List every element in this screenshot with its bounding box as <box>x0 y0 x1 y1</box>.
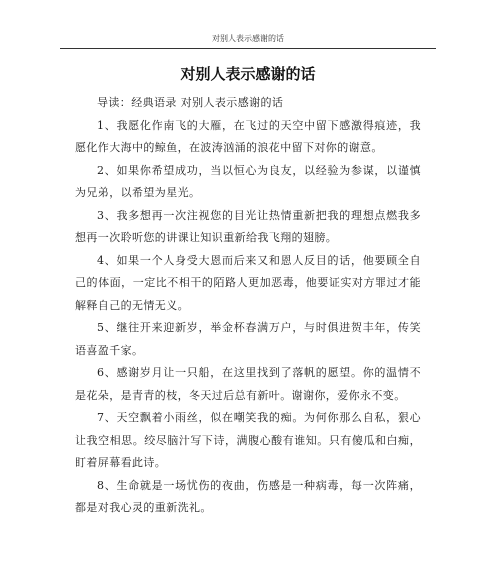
document-title: 对别人表示感谢的话 <box>180 65 316 83</box>
paragraph-1: 1、我愿化作南飞的大雁，在飞过的天空中留下感激得痕迹，我愿化作大海中的鲸鱼，在波涛汹涌的浪花中留下对你的谢意。 <box>75 118 421 154</box>
paragraph-6: 6、感谢岁月让一只船，在这里找到了落帆的愿望。你的温情不是花朵，是青青的枝，冬天过后总有新叶。谢谢你，爱你永不变。 <box>75 366 421 402</box>
paragraph-3: 3、我多想再一次注视您的目光让热情重新把我的理想点燃我多想再一次聆听您的讲课让知识重新给我飞翔的翅膀。 <box>75 208 421 244</box>
running-header: 对别人表示感谢的话 <box>212 34 284 43</box>
document-body <box>75 92 421 520</box>
paragraph-7: 7、天空飘着小雨丝，似在嘲笑我的痴。为何你那么自私，狠心让我空相思。绞尽脑汁写下诗，满腹心酸有谁知。只有傻瓜和白痴，盯着屏幕看此诗。 <box>75 411 421 469</box>
paragraph-2: 2、如果你希望成功，当以恒心为良友，以经验为参谋，以谨慎为兄弟，以希望为星光。 <box>75 163 421 199</box>
paragraph-4: 4、如果一个人身受大恩而后来又和恩人反目的话，他要顾全自己的体面，一定比不相干的陌路人更加恶毒，他要证实对方罪过才能解释自己的无情无义。 <box>75 253 421 312</box>
paragraph-5: 5、继往开来迎新岁，举金杯春满万户，与时俱进贺丰年，传笑语喜盈千家。 <box>75 321 421 357</box>
paragraph-8: 8、生命就是一场忧伤的夜曲，伤感是一种病毒，每一次阵痛，都是对我心灵的重新洗礼。 <box>75 478 421 514</box>
intro-line: 导读：经典语录 对别人表示感谢的话 <box>97 96 284 109</box>
header-rule <box>60 48 436 49</box>
